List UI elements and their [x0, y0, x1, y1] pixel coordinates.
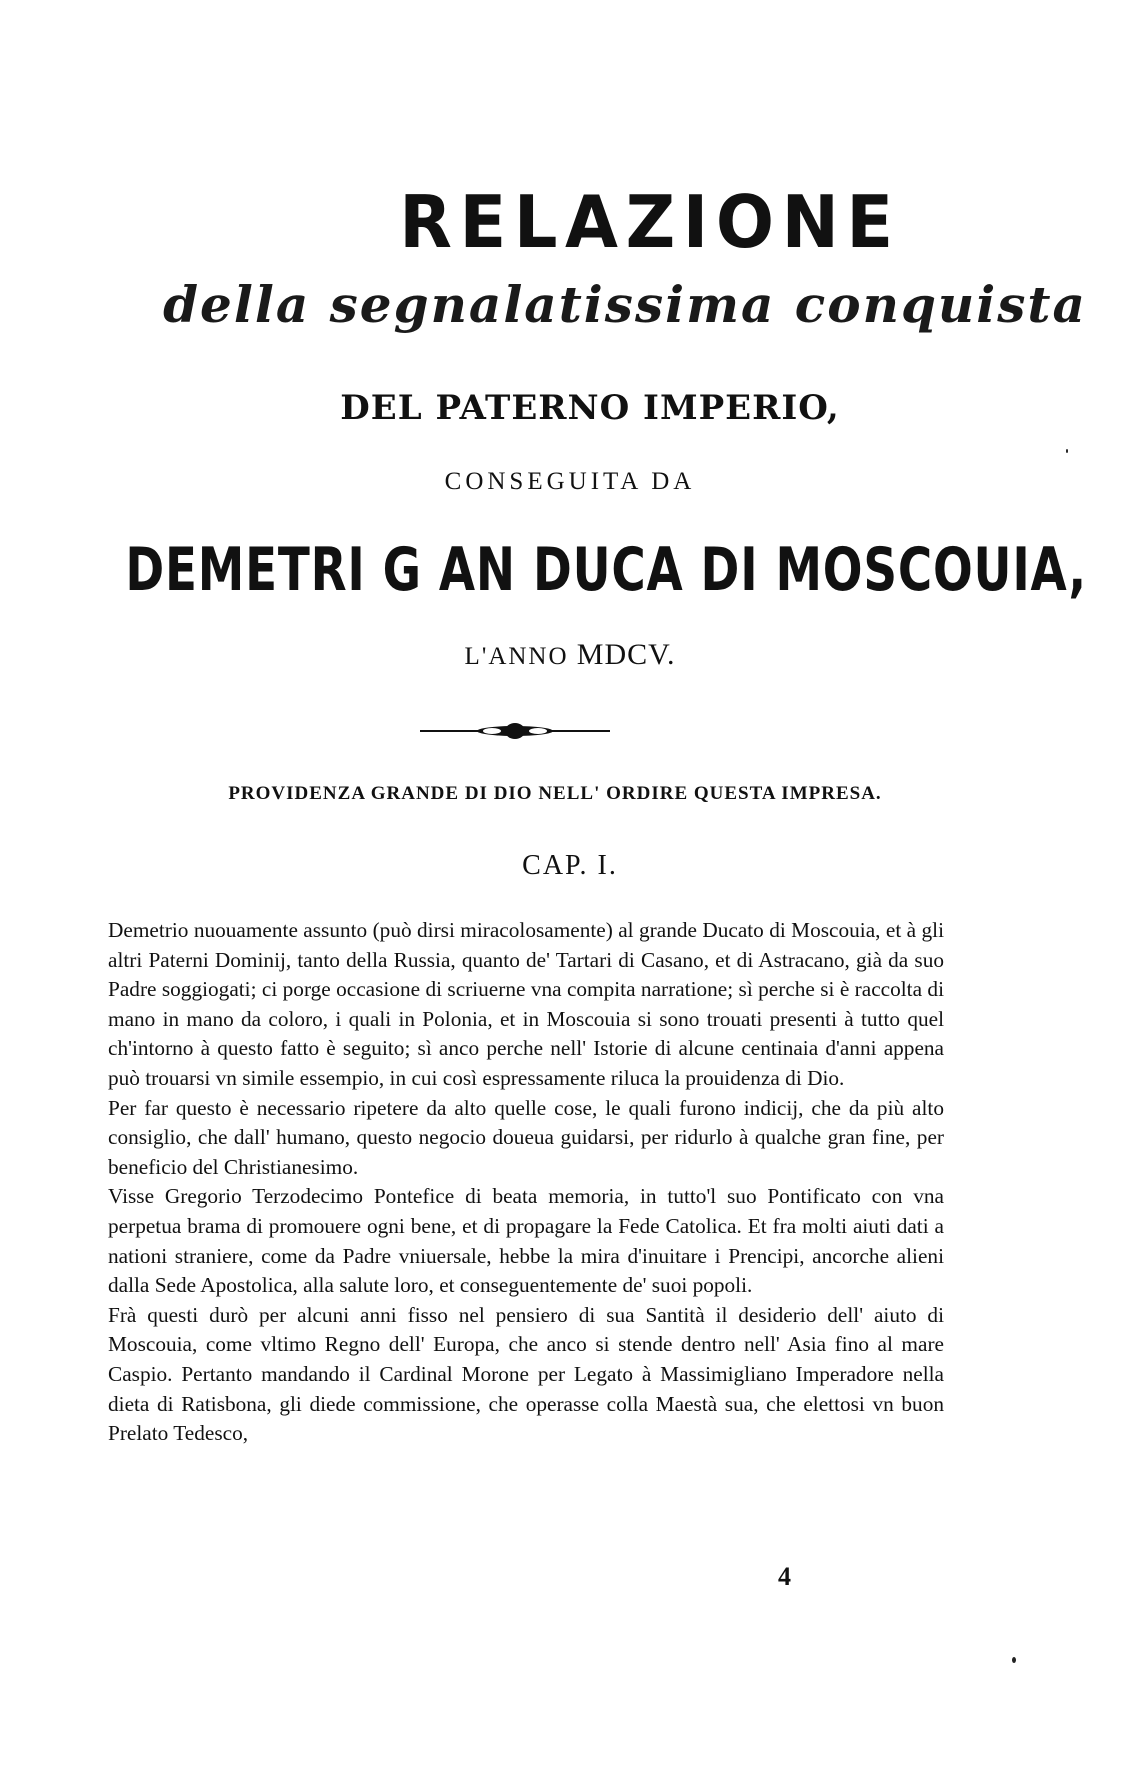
- body-text: [108, 916, 944, 1449]
- paragraph: Demetrio nuouamente assunto (può dirsi miracolosamente) al grande Ducato di Moscouia, et à gli altri Paterni Dominij, tanto della Russia, quanto de' Tartari di Casano, et di Astracano, già da suo Padre soggiogati; ci porge occasione di scriuerne vna compita narratione; sì perche si è raccolta di mano in mano da coloro, i quali in Polonia, et in Moscouia si sono trouati presenti à tutto quel ch'intorno à questo fatto è seguito; sì anco perche nell' Istorie di alcune centinaia d'anni appena può trouarsi vn simile essempio, in cui così espressamente riluca la prouidenza di Dio.: [108, 918, 944, 1090]
- paragraph: Visse Gregorio Terzodecimo Pontefice di beata memoria, in tutto'l suo Pontificato con vna perpetua brama di promouere ogni bene, et di propagare la Fede Catolica. Et fra molti aiuti dati a nationi straniere, come da Padre vniuersale, hebbe la mira d'inuitare i Prencipi, ancorche alieni dalla Sede Apostolica, alla salute loro, et conseguentemente de' suoi popoli.: [108, 1184, 944, 1298]
- anno-prefix: L'ANNO: [464, 643, 569, 670]
- subtitle-gothic: della segnalatissima conquista: [163, 275, 1087, 334]
- ink-speck: [1012, 1657, 1016, 1663]
- page-number: 4: [778, 1562, 791, 1591]
- subtitle-imperio: DEL PATERNO IMPERIO,: [340, 388, 840, 428]
- anno-year: MDCV.: [576, 638, 676, 671]
- anno-line: [0, 638, 1140, 672]
- paragraph: Per far questo è necessario ripetere da alto quelle cose, le quali furono indicij, che da più alto consiglio, che dall' humano, questo negocio doueua guidarsi, per ridurlo à qualche gran fine, per beneficio del Christianesimo.: [108, 1095, 944, 1179]
- ink-speck: [1066, 449, 1068, 453]
- demetri-heading: DEMETRI G AN DUCA DI MOSCOUIA,: [125, 535, 1087, 605]
- conseguita-line: CONSEGUITA DA: [444, 468, 696, 495]
- chapter-heading: CAP. I.: [522, 850, 618, 881]
- section-heading: PROVIDENZA GRANDE DI DIO NELL' ORDIRE QUESTA IMPRESA.: [228, 783, 882, 804]
- ornament-divider-icon: [420, 718, 610, 744]
- document-title: RELAZIONE: [399, 180, 901, 264]
- paragraph: Frà questi durò per alcuni anni fisso nel pensiero di sua Santità il desiderio dell' aiuto di Moscouia, come vltimo Regno dell' Europa, che anco si stende dentro nell' Asia fino al mare Caspio. Pertanto mandando il Cardinal Morone per Legato à Massimigliano Imperadore nella dieta di Ratisbona, gli diede commissione, che operasse colla Maestà sua, che elettosi vn buon Prelato Tedesco,: [108, 1302, 944, 1446]
